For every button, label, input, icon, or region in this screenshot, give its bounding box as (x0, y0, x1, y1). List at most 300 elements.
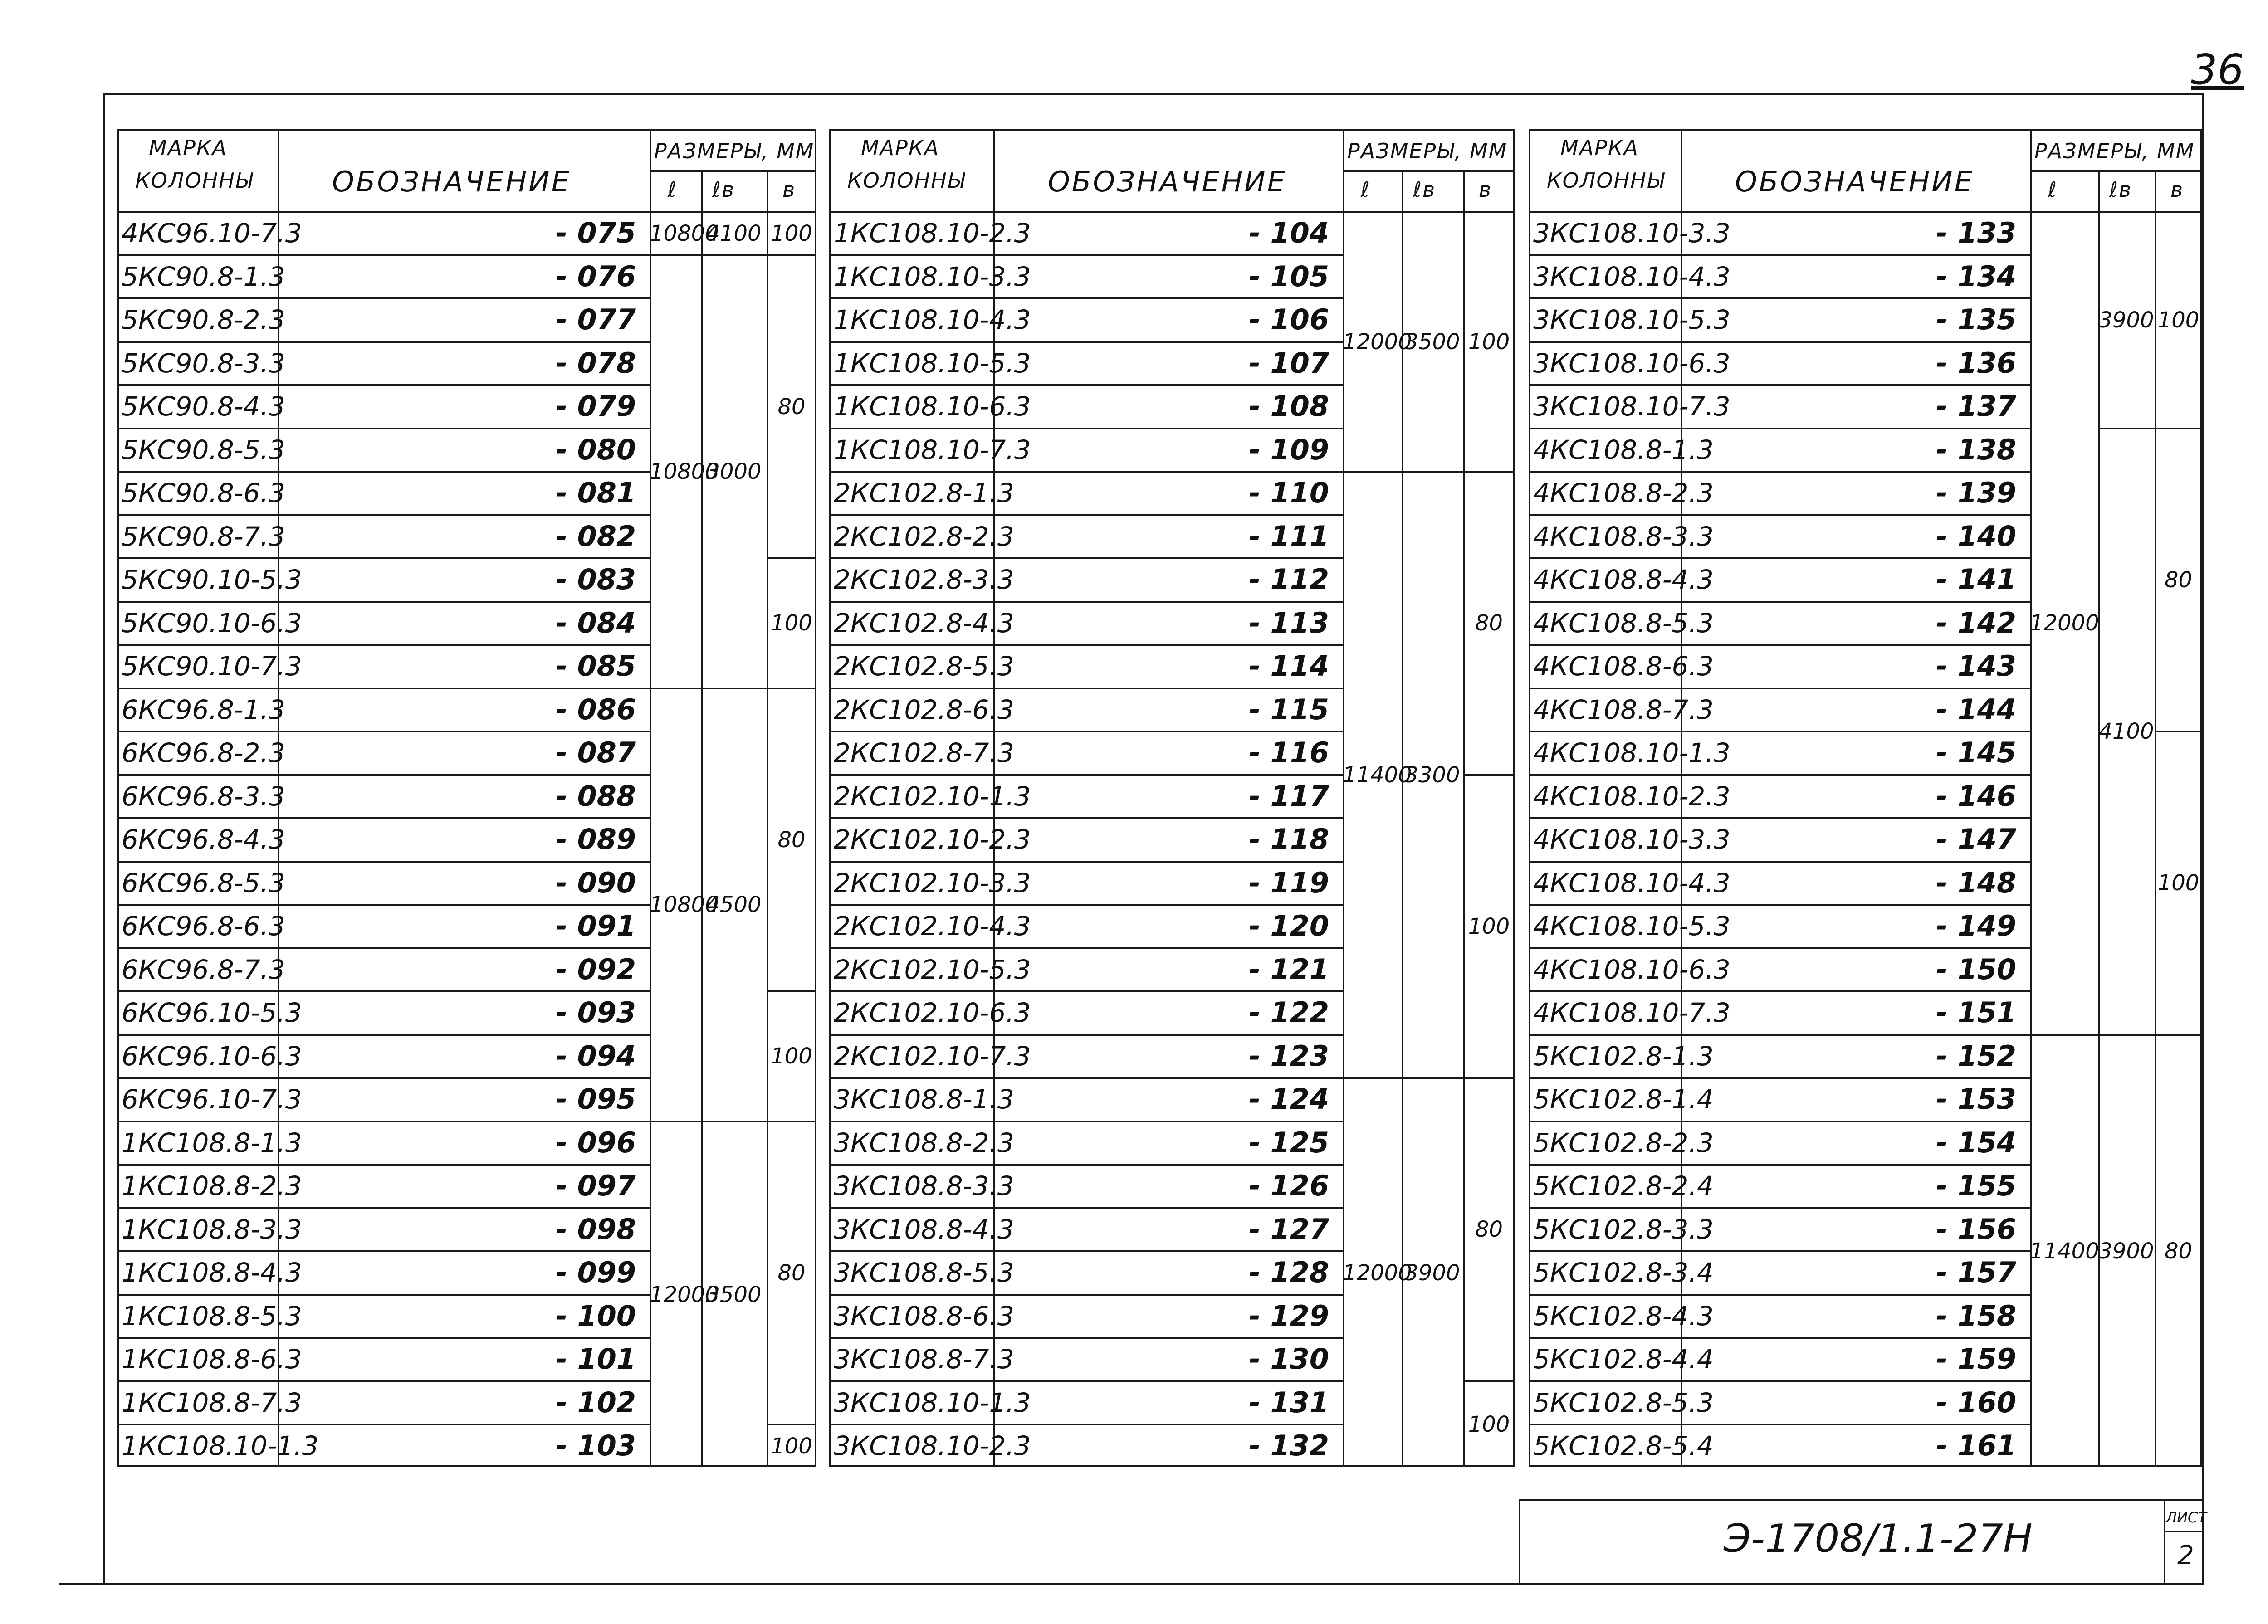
row-divider (117, 990, 650, 992)
row-divider (1529, 1077, 2030, 1079)
row-divider (1529, 1380, 2030, 1382)
group-divider (767, 1121, 816, 1122)
sizes-subline (1343, 170, 1515, 172)
designation-code: - 129 (1249, 1299, 1329, 1332)
designation-code: - 122 (1249, 996, 1329, 1029)
column-mark: 4КС108.10-1.3 (1533, 737, 1730, 768)
designation-code: - 145 (1936, 736, 2016, 769)
column-mark: 5КС90.8-7.3 (122, 521, 285, 552)
designation-code: - 079 (556, 390, 636, 423)
size-value-v: 100 (771, 610, 812, 636)
row-divider (829, 1207, 1343, 1209)
designation-code: - 111 (1249, 519, 1329, 553)
row-divider (829, 514, 1343, 516)
row-divider (117, 688, 650, 689)
designation-code: - 138 (1936, 433, 2016, 466)
header-designation: ОБОЗНАЧЕНИЕ (1735, 165, 1974, 198)
row-divider (117, 428, 650, 429)
header-mark: МАРКА (861, 136, 940, 160)
header-sizes: РАЗМЕРЫ, ММ (1347, 139, 1508, 163)
row-divider (117, 861, 650, 863)
column-divider (2098, 170, 2100, 1467)
column-mark: 5КС90.8-1.3 (122, 261, 285, 292)
designation-code: - 132 (1249, 1429, 1329, 1462)
column-mark: 5КС102.8-2.4 (1533, 1170, 1714, 1201)
row-divider (829, 1380, 1343, 1382)
designation-code: - 094 (556, 1039, 636, 1073)
size-value-v: 100 (2157, 870, 2200, 896)
row-divider (1529, 254, 2030, 256)
row-divider (829, 428, 1343, 429)
row-divider (117, 254, 650, 256)
column-mark: 4КС108.8-3.3 (1533, 521, 1714, 552)
group-divider (1463, 1380, 1515, 1382)
column-mark: 1КС108.10-3.3 (834, 261, 1031, 292)
page-number: 36 (2191, 45, 2244, 94)
header-length: ℓ (2048, 177, 2058, 202)
column-mark: 2КС102.8-6.3 (834, 694, 1014, 725)
row-divider (117, 557, 650, 559)
size-value-v: 80 (777, 394, 806, 419)
column-mark: 2КС102.10-2.3 (834, 824, 1031, 855)
column-mark: 3КС108.8-1.3 (834, 1084, 1014, 1115)
column-mark: 3КС108.8-3.3 (834, 1170, 1014, 1201)
designation-code: - 093 (556, 996, 636, 1029)
column-mark: 2КС102.10-3.3 (834, 867, 1031, 898)
column-mark: 6КС96.10-7.3 (122, 1084, 302, 1115)
row-divider (1529, 1294, 2030, 1296)
row-divider (829, 297, 1343, 299)
designation-code: - 140 (1936, 519, 2016, 553)
column-mark: 4КС108.8-1.3 (1533, 434, 1714, 465)
row-divider (829, 817, 1343, 819)
row-divider (829, 1250, 1343, 1252)
sheet-cell-divider (2164, 1499, 2165, 1584)
group-divider (1402, 1077, 1463, 1079)
size-value-lv: 3500 (1404, 329, 1460, 355)
column-divider (701, 170, 703, 1467)
designation-code: - 159 (1936, 1342, 2016, 1375)
column-mark: 1КС108.10-6.3 (834, 391, 1031, 422)
size-value-v: 80 (2164, 1239, 2193, 1264)
row-divider (1529, 471, 2030, 473)
size-value-l: 11400 (2030, 1239, 2099, 1264)
row-divider (117, 1380, 650, 1382)
column-mark: 6КС96.8-6.3 (122, 911, 285, 941)
column-mark: 2КС102.10-4.3 (834, 911, 1031, 941)
designation-code: - 113 (1249, 606, 1329, 639)
column-mark: 1КС108.8-1.3 (122, 1127, 302, 1158)
designation-code: - 106 (1249, 303, 1329, 336)
column-mark: 5КС102.8-4.4 (1533, 1344, 1714, 1375)
column-mark: 2КС102.8-5.3 (834, 651, 1014, 682)
group-divider (701, 254, 767, 256)
size-value-lv: 3900 (2098, 307, 2154, 333)
designation-code: - 160 (1936, 1385, 2016, 1419)
column-mark: 5КС102.8-3.3 (1533, 1214, 1714, 1245)
designation-code: - 109 (1249, 433, 1329, 466)
column-mark: 4КС108.8-2.3 (1533, 478, 1714, 508)
row-divider (117, 1294, 650, 1296)
column-mark: 1КС108.8-5.3 (122, 1300, 302, 1331)
group-divider (1463, 1077, 1515, 1079)
row-divider (117, 1077, 650, 1079)
column-mark: 2КС102.8-2.3 (834, 521, 1014, 552)
designation-code: - 096 (556, 1126, 636, 1159)
designation-code: - 126 (1249, 1169, 1329, 1202)
designation-code: - 155 (1936, 1169, 2016, 1202)
column-mark: 5КС102.8-5.3 (1533, 1387, 1714, 1418)
column-mark: 3КС108.8-4.3 (834, 1214, 1014, 1245)
column-mark: 3КС108.8-7.3 (834, 1344, 1014, 1375)
designation-code: - 091 (556, 909, 636, 942)
row-divider (1529, 1164, 2030, 1166)
header-sizes: РАЗМЕРЫ, ММ (2034, 139, 2195, 163)
row-divider (829, 644, 1343, 646)
designation-code: - 105 (1249, 259, 1329, 293)
column-mark: 2КС102.10-5.3 (834, 954, 1031, 985)
column-mark: 1КС108.10-4.3 (834, 304, 1031, 335)
designation-code: - 119 (1249, 866, 1329, 899)
group-divider (1463, 774, 1515, 776)
column-mark: 2КС102.8-3.3 (834, 564, 1014, 595)
header-mark: КОЛОННЫ (1547, 168, 1665, 193)
sheet-number: 2 (2177, 1540, 2194, 1570)
column-mark: 3КС108.10-7.3 (1533, 391, 1730, 422)
bottom-ruling (59, 1583, 2204, 1585)
group-divider (2098, 1034, 2155, 1036)
size-value-lv: 3900 (1404, 1260, 1460, 1286)
size-value-l: 10800 (650, 459, 719, 484)
row-divider (117, 297, 650, 299)
column-mark: 5КС102.8-1.3 (1533, 1040, 1714, 1072)
designation-code: - 108 (1249, 390, 1329, 423)
size-value-l: 12000 (1343, 1260, 1412, 1286)
column-mark: 3КС108.10-5.3 (1533, 304, 1730, 335)
row-divider (829, 1337, 1343, 1339)
row-divider (1529, 514, 2030, 516)
designation-code: - 125 (1249, 1126, 1329, 1159)
header-divider (829, 211, 1515, 213)
row-divider (829, 1294, 1343, 1296)
row-divider (829, 471, 1343, 473)
designation-code: - 139 (1936, 476, 2016, 509)
row-divider (829, 601, 1343, 603)
group-divider (767, 688, 816, 689)
designation-code: - 120 (1249, 909, 1329, 942)
group-divider (2030, 1034, 2098, 1036)
designation-code: - 075 (556, 216, 636, 249)
row-divider (117, 774, 650, 776)
row-divider (117, 1337, 650, 1339)
column-mark: 4КС108.8-6.3 (1533, 651, 1714, 682)
designation-code: - 156 (1936, 1212, 2016, 1246)
row-divider (117, 644, 650, 646)
designation-code: - 151 (1936, 996, 2016, 1029)
column-mark: 5КС90.10-5.3 (122, 564, 302, 595)
designation-code: - 143 (1936, 649, 2016, 683)
designation-code: - 082 (556, 519, 636, 553)
row-divider (1529, 341, 2030, 343)
designation-code: - 090 (556, 866, 636, 899)
size-value-l: 12000 (650, 1282, 719, 1307)
size-value-l: 12000 (1343, 329, 1412, 355)
row-divider (829, 861, 1343, 863)
row-divider (829, 1034, 1343, 1036)
designation-code: - 114 (1249, 649, 1329, 683)
column-mark: 1КС108.10-2.3 (834, 218, 1031, 249)
size-value-l: 11400 (1343, 762, 1412, 788)
group-divider (767, 990, 816, 992)
size-value-v: 100 (1468, 913, 1510, 939)
column-mark: 6КС96.8-2.3 (122, 737, 285, 768)
header-width: в (1479, 177, 1492, 202)
designation-code: - 083 (556, 563, 636, 596)
designation-code: - 123 (1249, 1039, 1329, 1073)
row-divider (117, 1164, 650, 1166)
designation-code: - 087 (556, 736, 636, 769)
size-value-v: 100 (771, 220, 812, 246)
group-divider (1343, 1077, 1402, 1079)
size-value-lv: 3300 (1404, 762, 1460, 788)
designation-code: - 149 (1936, 909, 2016, 942)
designation-code: - 157 (1936, 1256, 2016, 1289)
designation-code: - 131 (1249, 1385, 1329, 1419)
header-length-v: ℓв (2109, 177, 2132, 202)
row-divider (1529, 557, 2030, 559)
designation-code: - 092 (556, 952, 636, 986)
column-mark: 5КС90.8-2.3 (122, 304, 285, 335)
column-mark: 3КС108.10-6.3 (1533, 347, 1730, 379)
column-mark: 5КС90.10-6.3 (122, 607, 302, 639)
size-value-lv: 4500 (706, 892, 762, 917)
designation-code: - 088 (556, 779, 636, 813)
sizes-subline (650, 170, 816, 172)
row-divider (1529, 731, 2030, 732)
column-mark: 5КС102.8-3.4 (1533, 1257, 1714, 1288)
column-mark: 4КС108.10-5.3 (1533, 911, 1730, 941)
designation-code: - 097 (556, 1169, 636, 1202)
header-divider (117, 211, 816, 213)
column-mark: 5КС102.8-2.3 (1533, 1127, 1714, 1158)
column-divider (650, 129, 651, 1467)
header-mark: КОЛОННЫ (847, 168, 966, 193)
designation-code: - 085 (556, 649, 636, 683)
group-divider (1463, 471, 1515, 473)
document-code: Э-1708/1.1-27Н (1724, 1516, 2033, 1561)
header-width: в (782, 177, 796, 202)
row-divider (829, 254, 1343, 256)
designation-code: - 128 (1249, 1256, 1329, 1289)
size-value-v: 100 (2157, 307, 2200, 333)
size-value-v: 80 (2164, 567, 2193, 593)
row-divider (117, 471, 650, 473)
group-divider (1402, 471, 1463, 473)
designation-code: - 121 (1249, 952, 1329, 986)
size-value-v: 100 (1468, 1412, 1510, 1437)
row-divider (829, 731, 1343, 732)
size-value-v: 80 (777, 827, 806, 853)
column-mark: 6КС96.8-1.3 (122, 694, 285, 725)
row-divider (829, 1121, 1343, 1122)
sheet-label: ЛИСТ (2166, 1509, 2207, 1526)
designation-code: - 142 (1936, 606, 2016, 639)
column-mark: 4КС108.10-6.3 (1533, 954, 1730, 985)
sheet-cell-midline (2164, 1531, 2204, 1532)
column-mark: 3КС108.8-6.3 (834, 1300, 1014, 1331)
designation-code: - 115 (1249, 693, 1329, 726)
size-value-v: 80 (1475, 1217, 1503, 1243)
column-mark: 3КС108.10-4.3 (1533, 261, 1730, 292)
column-mark: 5КС90.10-7.3 (122, 651, 302, 682)
designation-code: - 116 (1249, 736, 1329, 769)
column-mark: 4КС108.10-7.3 (1533, 997, 1730, 1028)
row-divider (117, 1034, 650, 1036)
size-value-v: 100 (771, 1433, 812, 1459)
column-mark: 2КС102.10-6.3 (834, 997, 1031, 1028)
row-divider (1529, 1250, 2030, 1252)
group-divider (650, 1121, 701, 1122)
column-divider (1463, 170, 1465, 1467)
group-divider (2098, 428, 2155, 429)
designation-code: - 124 (1249, 1083, 1329, 1116)
group-divider (2155, 731, 2202, 732)
column-mark: 4КС108.10-4.3 (1533, 867, 1730, 898)
row-divider (1529, 601, 2030, 603)
header-length-v: ℓв (712, 177, 735, 202)
row-divider (1529, 1424, 2030, 1425)
designation-code: - 077 (556, 303, 636, 336)
row-divider (1529, 1207, 2030, 1209)
designation-code: - 133 (1936, 216, 2016, 249)
header-designation: ОБОЗНАЧЕНИЕ (332, 165, 571, 198)
size-value-lv: 4100 (706, 220, 762, 246)
title-block-divider (1519, 1499, 1520, 1584)
designation-code: - 099 (556, 1256, 636, 1289)
designation-code: - 084 (556, 606, 636, 639)
group-divider (650, 688, 701, 689)
designation-code: - 101 (556, 1342, 636, 1375)
designation-code: - 150 (1936, 952, 2016, 986)
size-value-lv: 3000 (706, 459, 762, 484)
designation-code: - 095 (556, 1083, 636, 1116)
size-value-v: 80 (777, 1260, 806, 1286)
column-mark: 6КС96.8-3.3 (122, 780, 285, 812)
row-divider (1529, 861, 2030, 863)
column-mark: 2КС102.8-4.3 (834, 607, 1014, 639)
row-divider (1529, 688, 2030, 689)
column-mark: 1КС108.10-7.3 (834, 434, 1031, 465)
row-divider (1529, 297, 2030, 299)
group-divider (1343, 471, 1402, 473)
designation-code: - 148 (1936, 866, 2016, 899)
size-value-l: 10800 (650, 892, 719, 917)
designation-code: - 152 (1936, 1039, 2016, 1073)
header-length: ℓ (1361, 177, 1371, 202)
header-mark: МАРКА (1560, 136, 1639, 160)
column-mark: 3КС108.8-5.3 (834, 1257, 1014, 1288)
row-divider (829, 341, 1343, 343)
column-mark: 2КС102.10-1.3 (834, 780, 1031, 812)
column-mark: 6КС96.8-7.3 (122, 954, 285, 985)
row-divider (117, 1207, 650, 1209)
size-value-l: 12000 (2030, 610, 2099, 636)
designation-code: - 117 (1249, 779, 1329, 813)
column-mark: 3КС108.10-3.3 (1533, 218, 1730, 249)
row-divider (117, 731, 650, 732)
column-mark: 4КС108.10-2.3 (1533, 780, 1730, 812)
column-mark: 1КС108.8-4.3 (122, 1257, 302, 1288)
column-mark: 5КС90.8-3.3 (122, 347, 285, 379)
column-mark: 4КС96.10-7.3 (122, 218, 302, 249)
column-mark: 1КС108.10-1.3 (122, 1430, 319, 1461)
group-divider (767, 254, 816, 256)
column-mark: 3КС108.10-1.3 (834, 1387, 1031, 1418)
row-divider (1529, 644, 2030, 646)
size-value-lv: 3900 (2098, 1239, 2154, 1264)
column-mark: 5КС102.8-5.4 (1533, 1430, 1714, 1461)
column-mark: 1КС108.8-3.3 (122, 1214, 302, 1245)
header-length: ℓ (668, 177, 678, 202)
row-divider (1529, 990, 2030, 992)
header-width: в (2170, 177, 2184, 202)
header-divider (1529, 211, 2202, 213)
column-mark: 4КС108.10-3.3 (1533, 824, 1730, 855)
row-divider (829, 1164, 1343, 1166)
designation-code: - 158 (1936, 1299, 2016, 1332)
group-divider (650, 254, 701, 256)
column-mark: 1КС108.10-5.3 (834, 347, 1031, 379)
designation-code: - 154 (1936, 1126, 2016, 1159)
designation-code: - 112 (1249, 563, 1329, 596)
size-value-v: 80 (1475, 610, 1503, 636)
header-length-v: ℓв (1413, 177, 1436, 202)
designation-code: - 078 (556, 346, 636, 380)
column-mark: 4КС108.8-5.3 (1533, 607, 1714, 639)
row-divider (829, 774, 1343, 776)
group-divider (767, 1424, 816, 1425)
designation-code: - 127 (1249, 1212, 1329, 1246)
row-divider (117, 1121, 650, 1122)
group-divider (701, 1121, 767, 1122)
row-divider (1529, 1034, 2030, 1036)
row-divider (1529, 428, 2030, 429)
group-divider (701, 688, 767, 689)
designation-code: - 081 (556, 476, 636, 509)
designation-code: - 135 (1936, 303, 2016, 336)
row-divider (1529, 384, 2030, 386)
header-mark: КОЛОННЫ (135, 168, 254, 193)
column-mark: 2КС102.8-7.3 (834, 737, 1014, 768)
row-divider (829, 947, 1343, 949)
size-value-lv: 4100 (2098, 719, 2154, 744)
designation-code: - 102 (556, 1385, 636, 1419)
column-mark: 4КС108.8-4.3 (1533, 564, 1714, 595)
row-divider (829, 688, 1343, 689)
row-divider (1529, 1121, 2030, 1122)
group-divider (2155, 1034, 2202, 1036)
column-mark: 2КС102.10-7.3 (834, 1040, 1031, 1072)
column-mark: 5КС90.8-4.3 (122, 391, 285, 422)
row-divider (829, 384, 1343, 386)
size-value-l: 10800 (650, 220, 719, 246)
size-value-v: 100 (771, 1044, 812, 1069)
column-mark: 1КС108.8-2.3 (122, 1170, 302, 1201)
designation-code: - 161 (1936, 1429, 2016, 1462)
row-divider (1529, 904, 2030, 906)
header-mark: МАРКА (149, 136, 228, 160)
row-divider (1529, 817, 2030, 819)
